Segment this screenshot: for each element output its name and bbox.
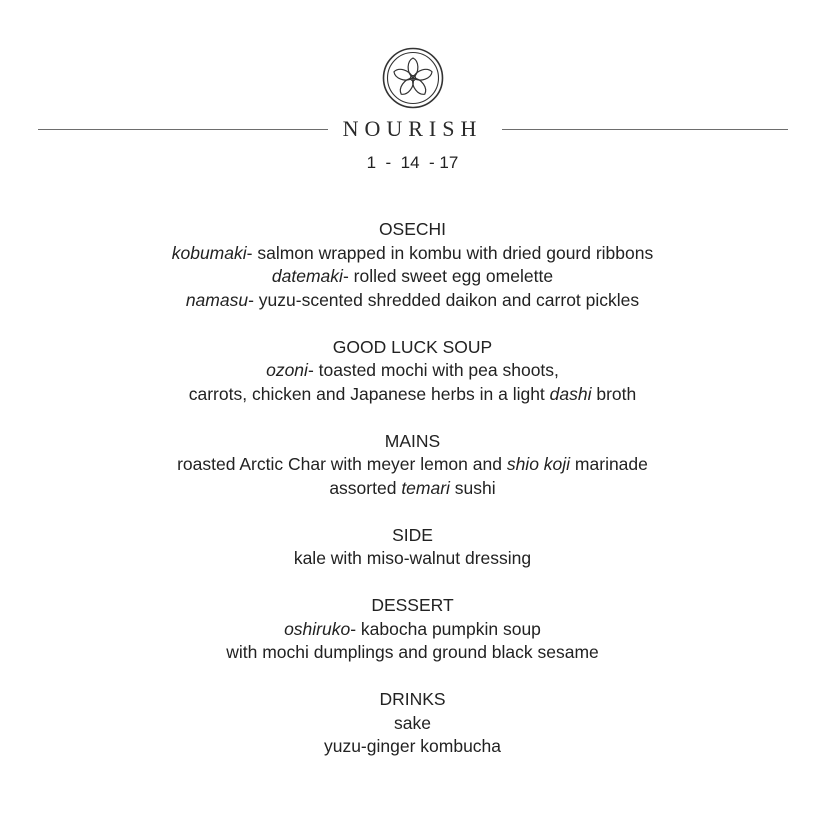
menu-item (0, 242, 825, 266)
item-text: carrots, chicken and Japanese herbs in a light (188, 383, 550, 404)
menu-item (0, 477, 825, 501)
flower-crest-icon (382, 47, 444, 109)
menu-item (0, 265, 825, 289)
item-text: - rolled sweet egg omelette (342, 266, 554, 286)
section-title: DRINKS (379, 689, 446, 709)
section-title: DESSERT (371, 595, 454, 615)
menu-date: 1 - 14 - 17 (366, 153, 459, 172)
menu-item (0, 641, 825, 665)
item-text: roasted Arctic Char with meyer lemon and (177, 454, 507, 474)
menu-item (0, 618, 825, 642)
item-text: - kabocha pumpkin soup (350, 618, 541, 639)
item-text: kale with miso-walnut dressing (293, 548, 532, 568)
item-text: sushi (449, 477, 496, 498)
dish-term: datemaki (271, 266, 343, 286)
menu-section-osechi (0, 218, 825, 312)
menu-item (0, 289, 825, 313)
menu-item (0, 453, 825, 477)
item-text: with mochi dumplings and ground black sesame (226, 642, 599, 662)
section-title: GOOD LUCK SOUP (332, 336, 493, 357)
section-title: SIDE (392, 524, 433, 545)
menu-item (0, 359, 825, 383)
menu-section-mains (0, 430, 825, 501)
dish-term: ozoni (266, 360, 308, 380)
item-text: sake (394, 712, 431, 733)
menu-body (0, 218, 825, 782)
menu-section-dessert (0, 594, 825, 665)
item-text: - yuzu-scented shredded daikon and carrot pickles (248, 289, 640, 310)
dish-term: kobumaki (171, 242, 247, 263)
dish-term: namasu (185, 289, 249, 310)
dish-term: shio koji (506, 454, 571, 474)
menu-section-side (0, 524, 825, 571)
item-text: yuzu-ginger kombucha (323, 736, 502, 756)
menu-item (0, 547, 825, 571)
section-title: OSECHI (378, 219, 447, 239)
menu-item (0, 383, 825, 407)
item-text: - toasted mochi with pea shoots, (307, 360, 559, 380)
dish-term: dashi (549, 383, 592, 404)
menu-item (0, 712, 825, 736)
item-text: marinade (570, 454, 648, 474)
menu-item (0, 735, 825, 759)
dish-term: oshiruko (284, 618, 351, 639)
item-text: - salmon wrapped in kombu with dried gourd ribbons (246, 242, 654, 263)
item-text: broth (591, 383, 637, 404)
item-text: assorted (329, 477, 402, 498)
dish-term: temari (401, 477, 450, 498)
section-title: MAINS (384, 430, 441, 451)
menu-section-good-luck-soup (0, 336, 825, 407)
menu-section-drinks (0, 688, 825, 759)
brand-title: NOURISH (342, 116, 483, 141)
